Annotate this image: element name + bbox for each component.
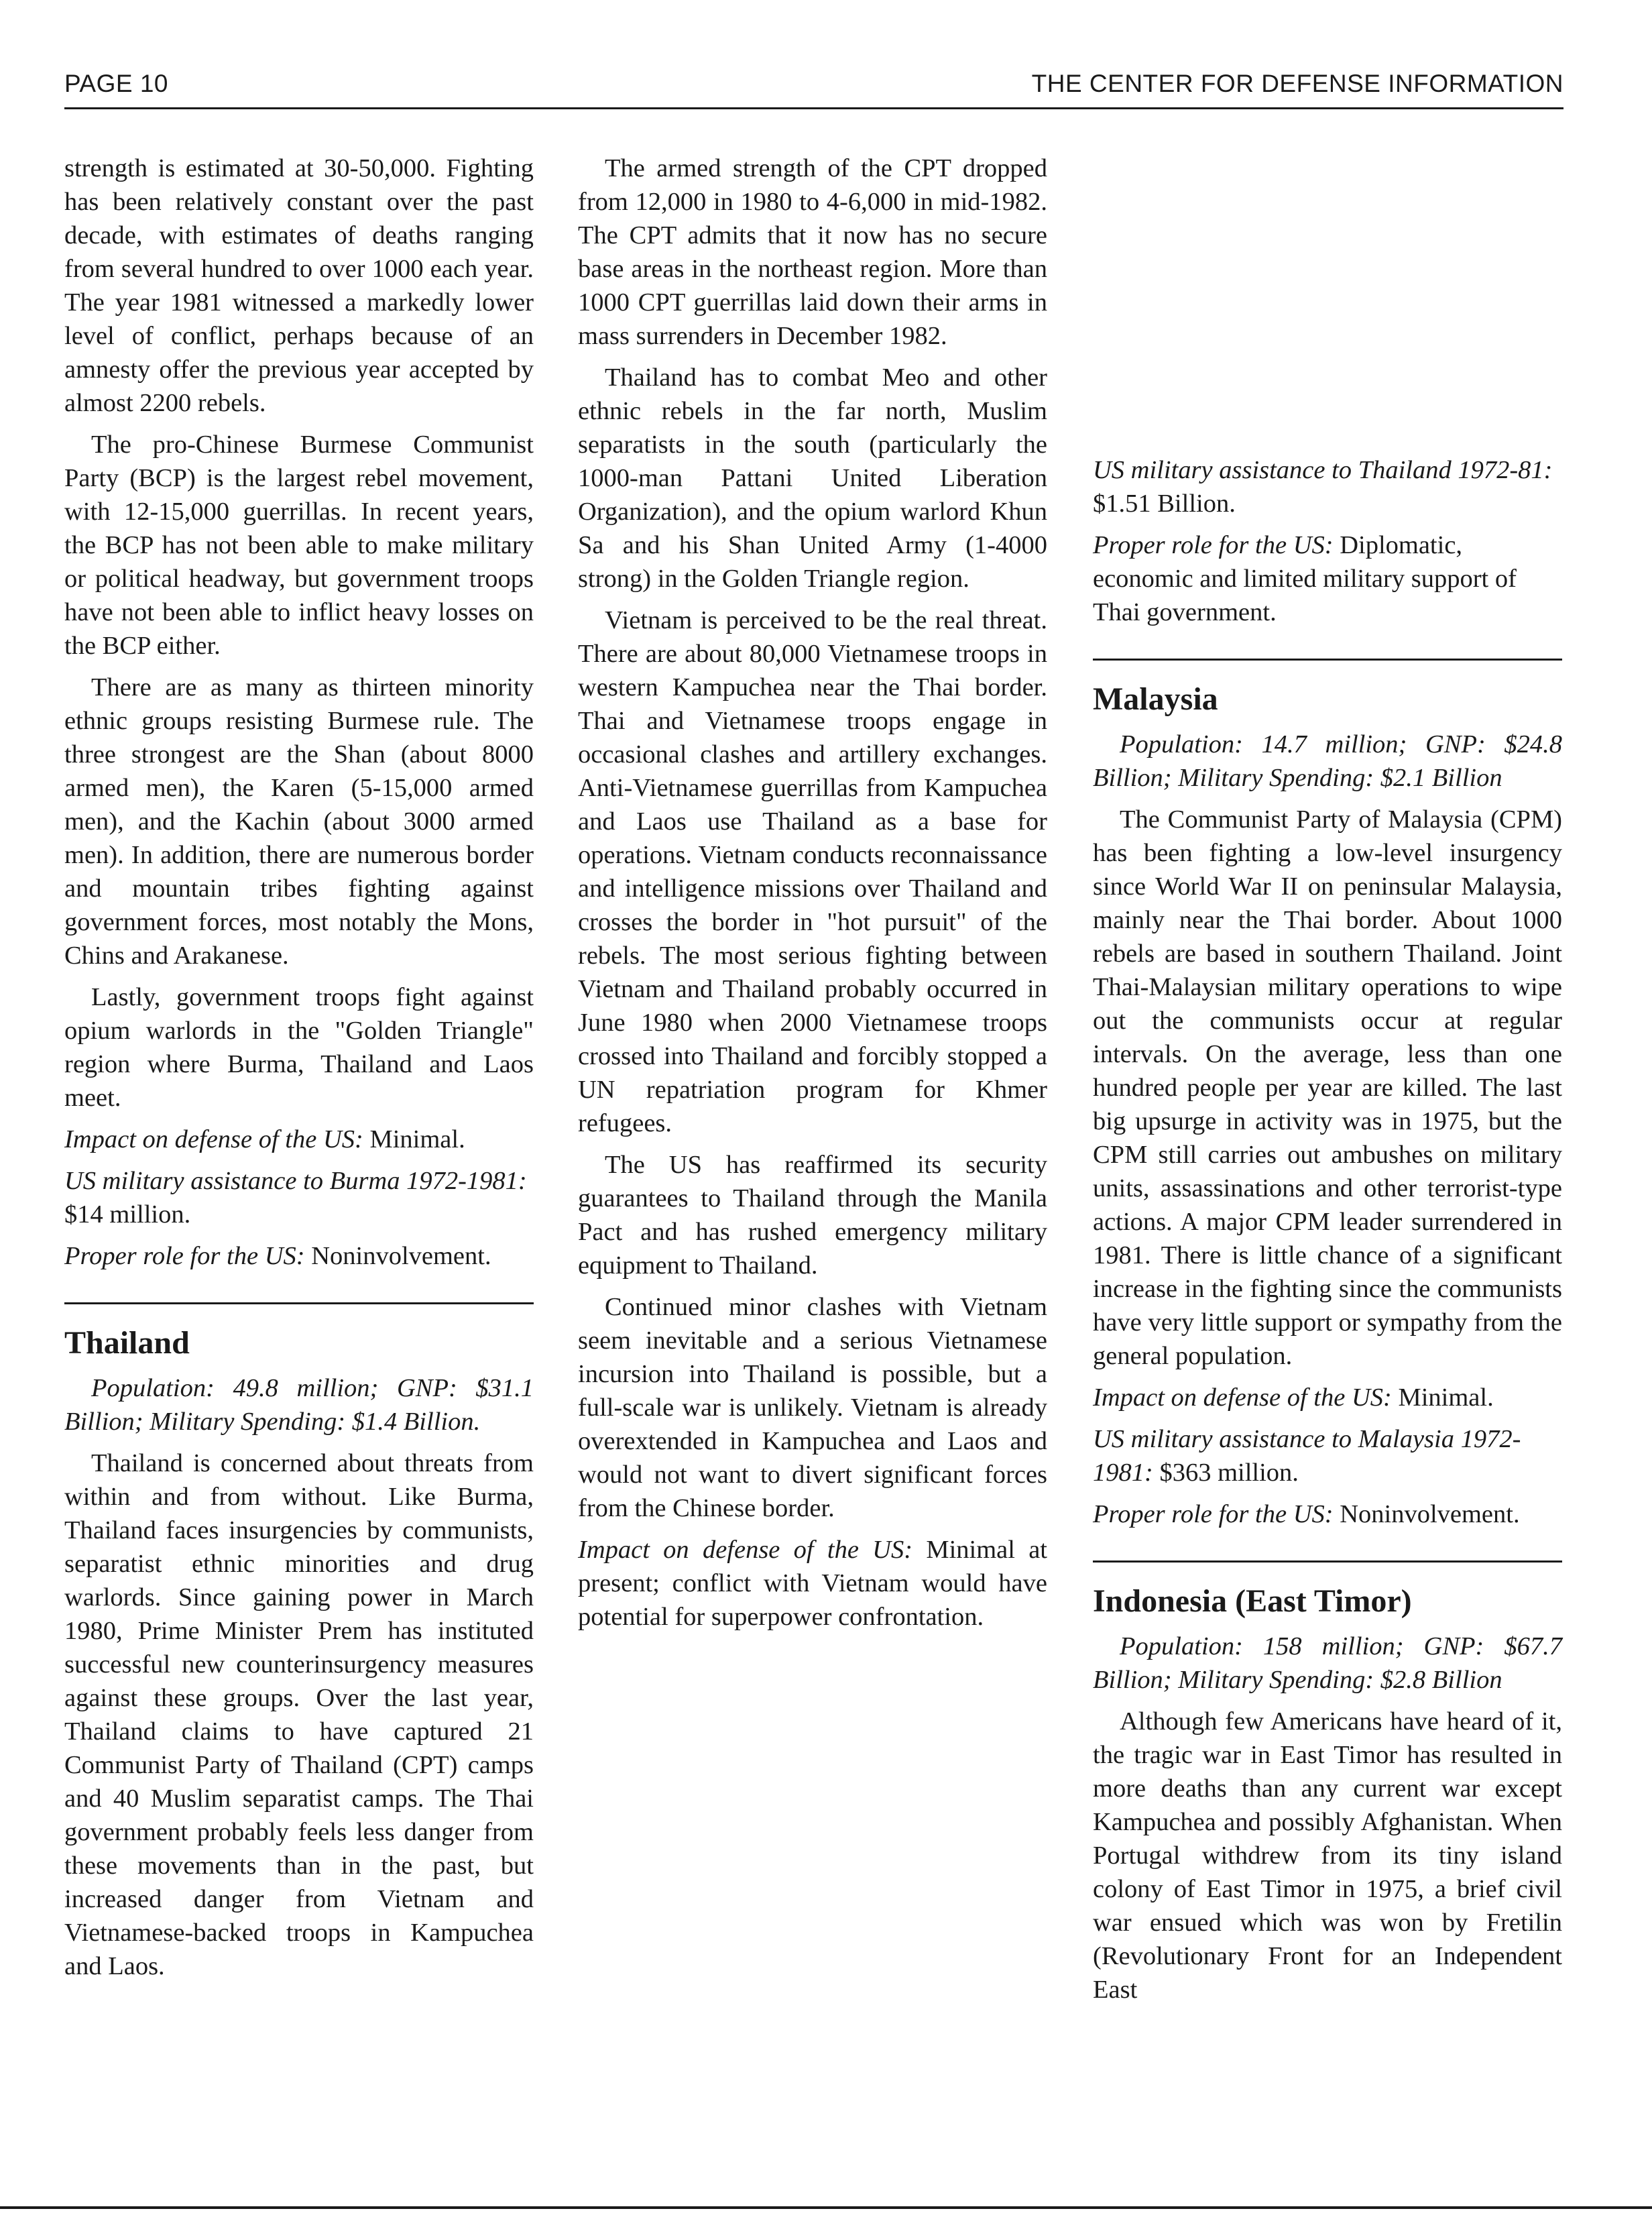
page-bottom-rule bbox=[0, 2206, 1652, 2209]
publication-title: THE CENTER FOR DEFENSE INFORMATION bbox=[1031, 70, 1564, 97]
malaysia-assistance-value: $363 million. bbox=[1159, 1459, 1299, 1487]
thailand-impact bbox=[578, 1533, 1047, 1634]
column-1 bbox=[64, 152, 534, 1991]
thailand-paragraph-1: Thailand is concerned about threats from within and from without. Like Burma, Thailand faces insurgencies by communists, separatist ethnic minorities and drug warlords. Since gaining power in March 1980, Prime Minister Prem has instituted successful new counterinsurgency measures against these groups. Over the last year, Thailand claims to have captured 21 Communist Party of Thailand (CPT) camps and 40 Muslim separatist camps. The Thai government probably feels less danger from these movements than in the past, but increased danger from Vietnam and Vietnamese-backed troops in Kampuchea and Laos. bbox=[64, 1449, 534, 1980]
thailand-role-value: Diplomatic, economic and limited military support of Thai government. bbox=[1093, 531, 1517, 626]
thailand-paragraph-5: The US has reaffirmed its security guarantees to Thailand through the Manila Pact and has rushed emergency military equipment to Thailand. bbox=[578, 1151, 1047, 1280]
burma-paragraph-1: strength is estimated at 30-50,000. Fighting has been relatively constant over the past decade, with estimates of deaths ranging from several hundred to over 1000 each year. The year 1981 witnessed a markedly lower level of conflict, perhaps because of an amnesty offer the previous year accepted by almost 2200 rebels. bbox=[64, 154, 534, 417]
thailand-paragraph-2: The armed strength of the CPT dropped from 12,000 in 1980 to 4-6,000 in mid-1982. The CPT admits that it now has no secure base areas in the northeast region. More than 1000 CPT guerrillas laid down their arms in mass surrenders in December 1982. bbox=[578, 154, 1047, 350]
burma-impact bbox=[64, 1123, 534, 1156]
malaysia-heading: Malaysia bbox=[1093, 681, 1218, 717]
indonesia-heading: Indonesia (East Timor) bbox=[1093, 1583, 1412, 1619]
thailand-assistance-label: US military assistance to Thailand 1972-81: bbox=[1093, 456, 1553, 484]
thailand-paragraph-6: Continued minor clashes with Vietnam seem inevitable and a serious Vietnamese incursion into Thailand is possible, but a full-scale war is unlikely. Vietnam is already overextended in Kampuchea and Laos and would not want to divert significant forces from the Chinese border. bbox=[578, 1293, 1047, 1522]
burma-role bbox=[64, 1239, 534, 1273]
burma-role-value: Noninvolvement. bbox=[311, 1242, 491, 1270]
page-number: PAGE 10 bbox=[64, 70, 169, 97]
thailand-impact-value: Minimal at present; conflict with Vietnam would have potential for superpower confrontation. bbox=[578, 1536, 1048, 1631]
section-divider bbox=[1093, 1561, 1562, 1563]
burma-assistance bbox=[64, 1164, 534, 1231]
malaysia-stats: Population: 14.7 million; GNP: $24.8 Billion; Military Spending: $2.1 Billion bbox=[1093, 730, 1562, 792]
thailand-assistance-value: $1.51 Billion. bbox=[1093, 490, 1236, 518]
malaysia-paragraph-1: The Communist Party of Malaysia (CPM) has been fighting a low-level insurgency since World War II on peninsular Malaysia, mainly near the Thai border. About 1000 rebels are based in southern Thailand. Joint Thai-Malaysian military operations to wipe out the communists occur at regular intervals. On the average, less than one hundred people per year are killed. The last big upsurge in activity was in 1975, but the CPM still carries out ambushes on military units, assassinations and other terrorist-type actions. A major CPM leader surrendered in 1981. There is little chance of a significant increase in the fighting since the communists have very little support or sympathy from the general population. bbox=[1093, 805, 1562, 1370]
indonesia-stats: Population: 158 million; GNP: $67.7 Billion; Military Spending: $2.8 Billion bbox=[1093, 1632, 1562, 1694]
column-3-continuation-spacer bbox=[1093, 152, 1562, 451]
thailand-paragraph-3: Thailand has to combat Meo and other ethnic rebels in the far north, Muslim separatists in the south (particularly the 1000-man Pattani United Liberation Organization), and the opium warlord Khun Sa and his Shan United Army (1-4000 strong) in the Golden Triangle region. bbox=[578, 363, 1047, 593]
malaysia-impact bbox=[1093, 1381, 1562, 1414]
section-divider bbox=[64, 1302, 534, 1304]
burma-role-label: Proper role for the US: bbox=[64, 1242, 305, 1270]
indonesia-paragraph-1: Although few Americans have heard of it, the tragic war in East Timor has resulted in more deaths than any current war except Kampuchea and possibly Afghanistan. When Portugal withdrew from its tiny island colony of East Timor in 1975, a brief civil war ensued which was won by Fretilin (Revolutionary Front for an Independent East bbox=[1093, 1707, 1562, 2004]
thailand-impact-label: Impact on defense of the US: bbox=[578, 1536, 913, 1564]
thailand-paragraph-4: Vietnam is perceived to be the real threat. There are about 80,000 Vietnamese troops in western Kampuchea near the Thai border. Thai and Vietnamese troops engage in occasional clashes and artillery exchanges. Anti-Vietnamese guerrillas from Kampuchea and Laos use Thailand as a base for operations. Vietnam conducts reconnaissance and intelligence missions over Thailand and crosses the border in "hot pursuit" of the rebels. The most serious fighting between Vietnam and Thailand probably occurred in June 1980 when 2000 Vietnamese troops crossed into Thailand and forcibly stopped a UN repatriation program for Khmer refugees. bbox=[578, 606, 1047, 1137]
page-header bbox=[64, 67, 1564, 109]
malaysia-role bbox=[1093, 1497, 1562, 1531]
burma-paragraph-2: The pro-Chinese Burmese Communist Party (BCP) is the largest rebel movement, with 12-15,000 guerrillas. In recent years, the BCP has not been able to make military or political headway, but government troops have not been able to inflict heavy losses on the BCP either. bbox=[64, 431, 534, 660]
malaysia-role-label: Proper role for the US: bbox=[1093, 1500, 1334, 1528]
malaysia-assistance bbox=[1093, 1422, 1562, 1489]
malaysia-impact-value: Minimal. bbox=[1398, 1383, 1494, 1412]
burma-paragraph-3: There are as many as thirteen minority ethnic groups resisting Burmese rule. The three strongest are the Shan (about 8000 armed men), the Karen (5-15,000 armed men), and the Kachin (about 3000 armed men). In addition, there are numerous border and mountain tribes fighting against government forces, most notably the Mons, Chins and Arakanese. bbox=[64, 673, 534, 970]
thailand-role bbox=[1093, 528, 1562, 629]
thailand-role-label: Proper role for the US: bbox=[1093, 531, 1334, 559]
malaysia-impact-label: Impact on defense of the US: bbox=[1093, 1383, 1392, 1412]
burma-impact-label: Impact on defense of the US: bbox=[64, 1125, 363, 1153]
malaysia-assistance-label: US military assistance to Malaysia 1972-1981: bbox=[1093, 1425, 1521, 1487]
burma-impact-value: Minimal. bbox=[369, 1125, 465, 1153]
thailand-heading: Thailand bbox=[64, 1325, 190, 1361]
thailand-stats: Population: 49.8 million; GNP: $31.1 Billion; Military Spending: $1.4 Billion. bbox=[64, 1374, 534, 1436]
burma-paragraph-4: Lastly, government troops fight against opium warlords in the "Golden Triangle" region where Burma, Thailand and Laos meet. bbox=[64, 983, 534, 1112]
malaysia-role-value: Noninvolvement. bbox=[1340, 1500, 1520, 1528]
burma-assistance-label: US military assistance to Burma 1972-1981: bbox=[64, 1167, 527, 1195]
section-divider bbox=[1093, 659, 1562, 661]
column-2 bbox=[578, 152, 1047, 1642]
burma-assistance-value: $14 million. bbox=[64, 1200, 191, 1229]
column-3 bbox=[1093, 152, 1562, 2015]
thailand-assistance bbox=[1093, 453, 1562, 520]
